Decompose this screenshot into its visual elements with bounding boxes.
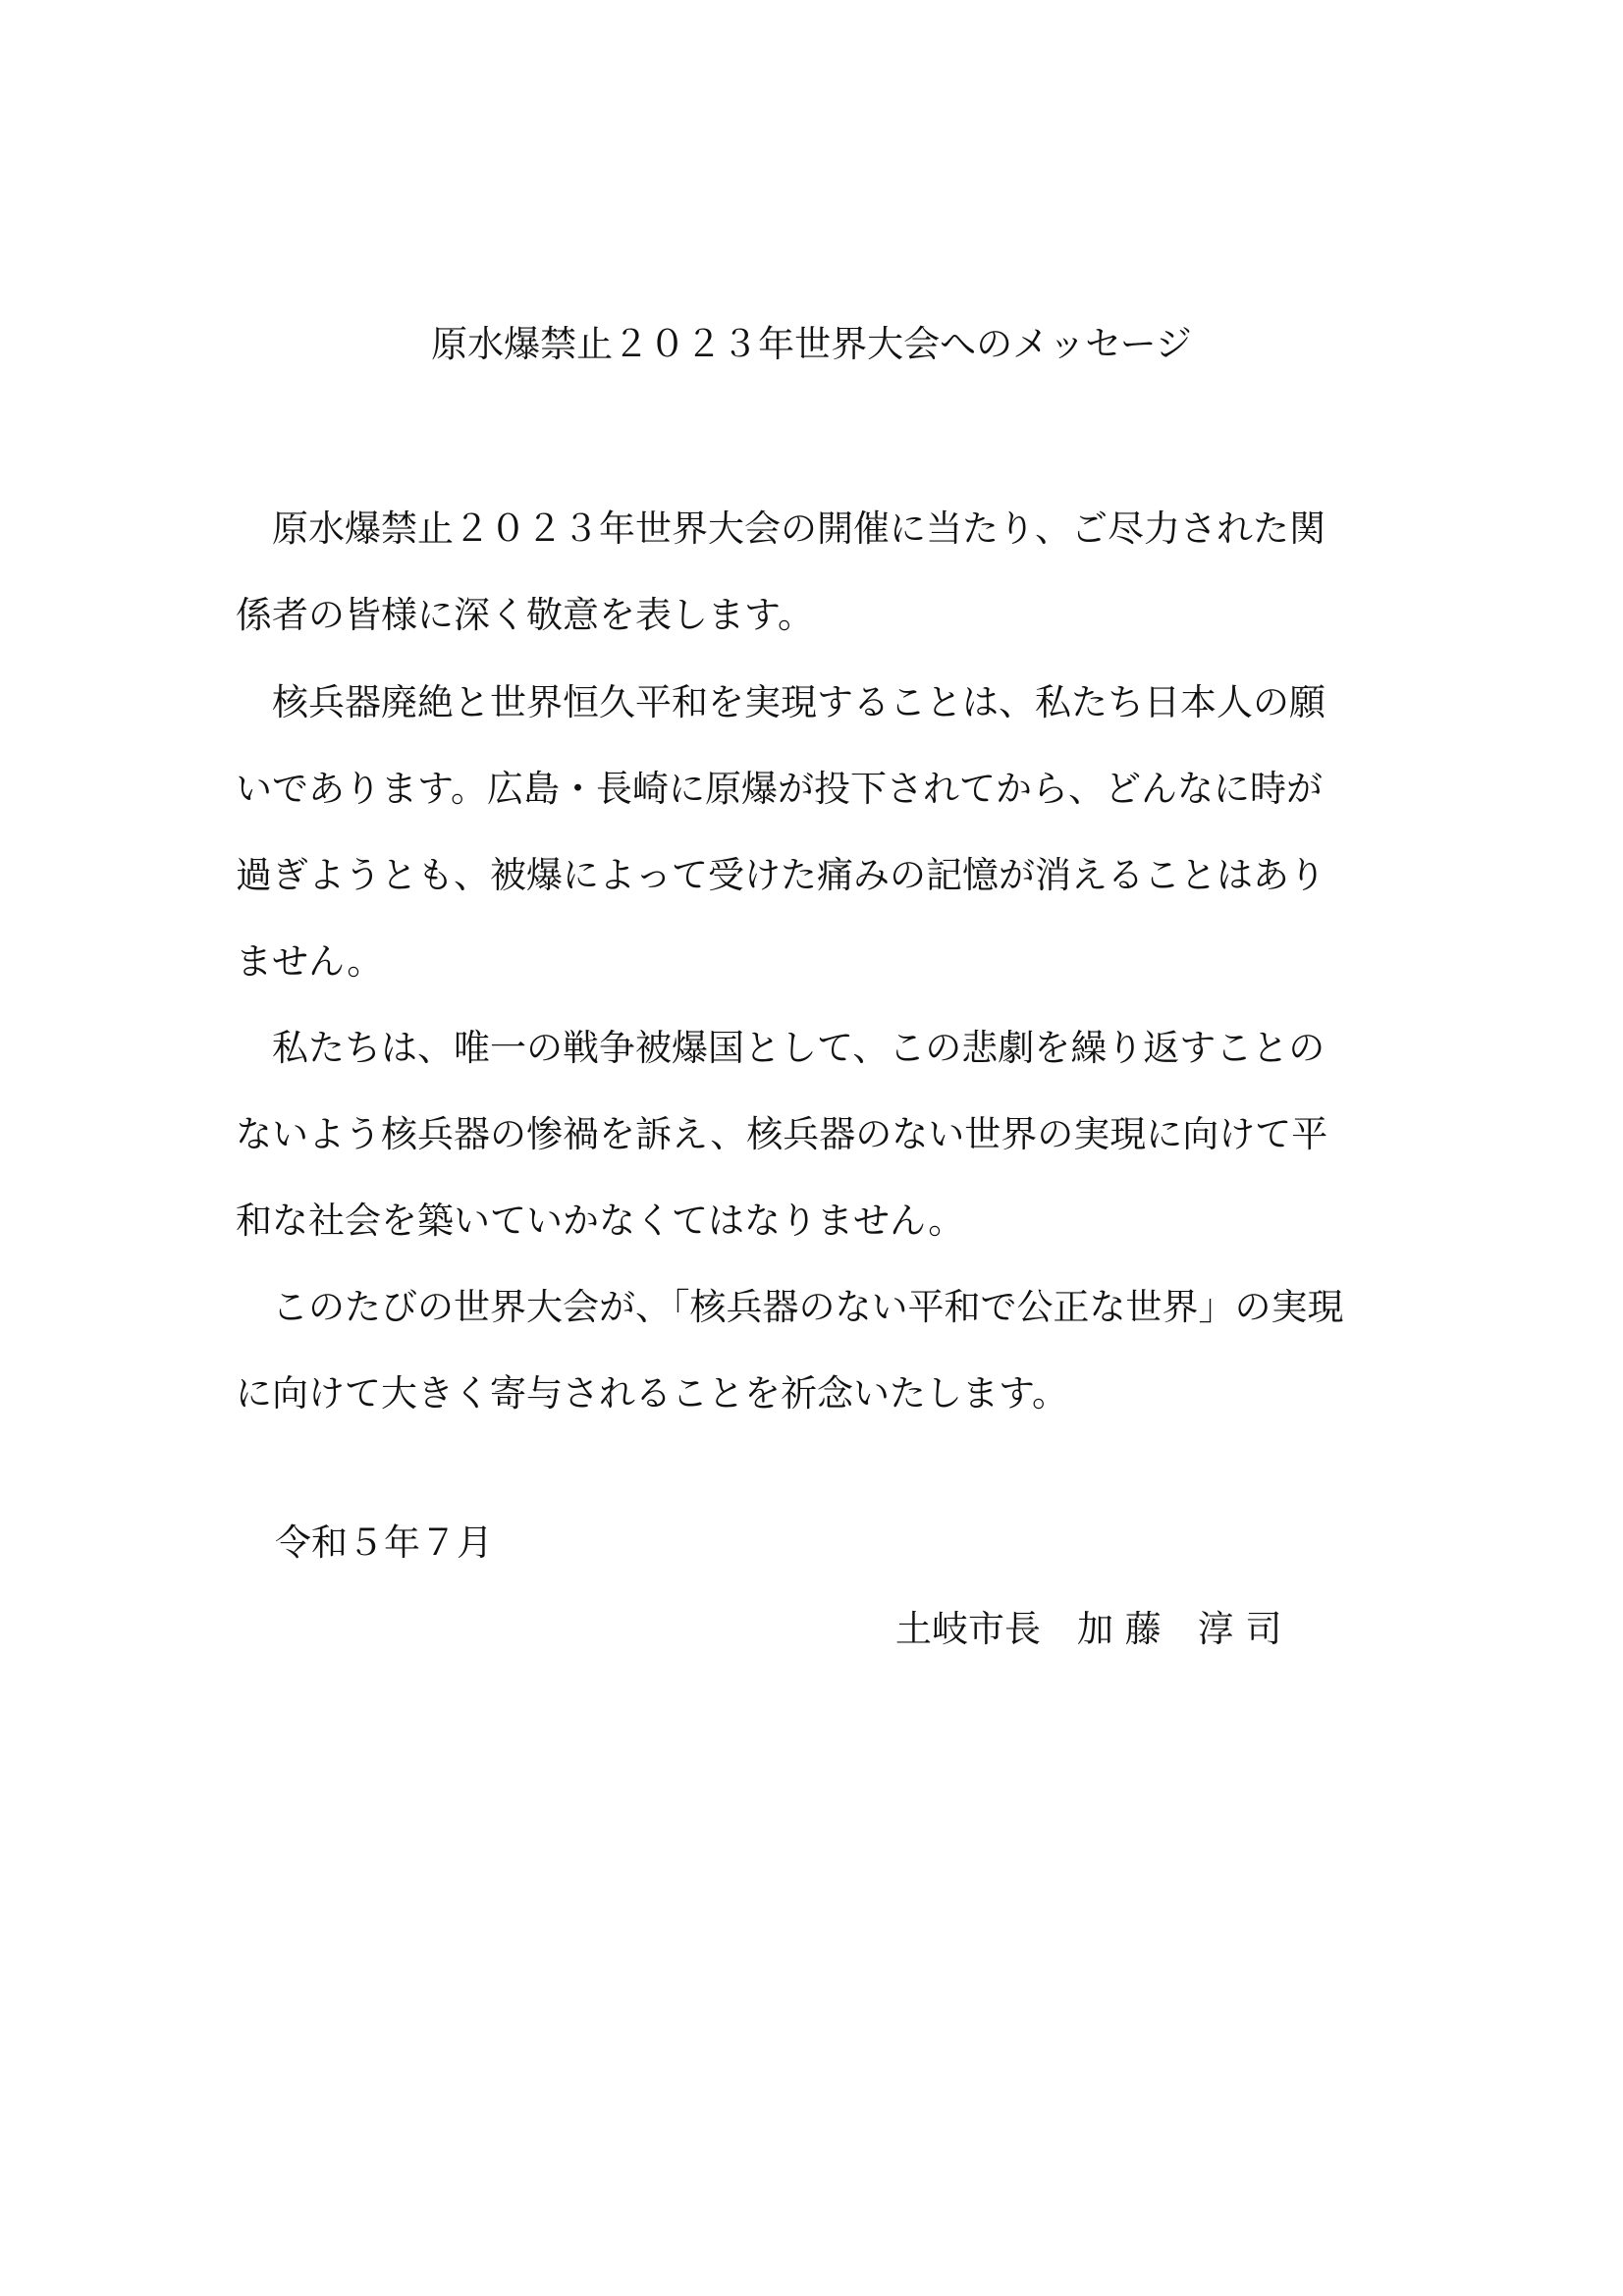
body-line: ません。 (236, 940, 384, 983)
date-line: 令和５年７月 (275, 1522, 493, 1564)
body-line: ないよう核兵器の惨禍を訴え、核兵器のない世界の実現に向けて平 (236, 1113, 1328, 1155)
body-line: 過ぎようとも、被爆によって受けた痛みの記憶が消えることはあり (236, 854, 1325, 896)
body-line: に向けて大きく寄与されることを祈念いたします。 (236, 1372, 1069, 1415)
body-line: いであります。広島・長崎に原爆が投下されてから、どんなに時が (236, 768, 1324, 810)
body-line: 係者の皆様に深く敬意を表します。 (236, 594, 815, 636)
body-line: 和な社会を築いていかなくてはなりません。 (236, 1200, 965, 1242)
body-line: 核兵器廃絶と世界恒久平和を実現することは、私たち日本人の願 (236, 681, 1325, 723)
document-title: 原水爆禁止２０２３年世界大会へのメッセージ (431, 323, 1192, 365)
body-line: 原水爆禁止２０２３年世界大会の開催に当たり、ご尽力された関 (236, 507, 1325, 550)
signature-line: 土岐市長 加 藤 淳 司 (895, 1608, 1282, 1650)
body-line: 私たちは、唯一の戦争被爆国として、この悲劇を繰り返すことの (236, 1027, 1325, 1069)
body-line: このたびの世界大会が、「核兵器のない平和で公正な世界」の実現 (236, 1286, 1344, 1328)
